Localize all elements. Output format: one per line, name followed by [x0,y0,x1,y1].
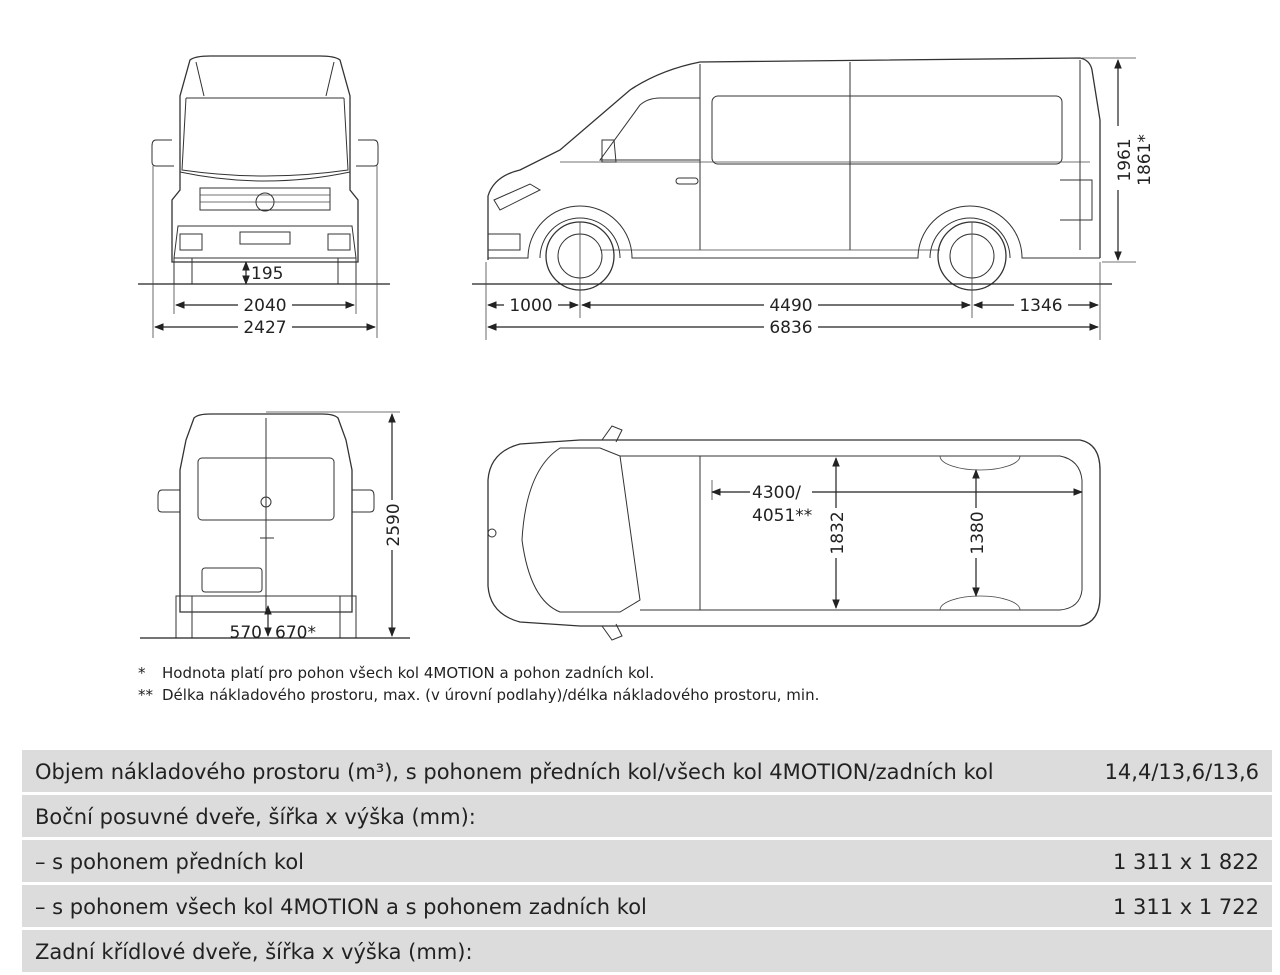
rear-view-drawing [158,414,374,638]
spec-row-label: Zadní křídlové dveře, šířka x výška (mm): [35,940,473,964]
dim-overall-length: 6836 [769,318,813,338]
top-view-drawing [488,426,1100,640]
dim-rear-step-b: 670* [275,623,316,643]
spec-row-value: 1 311 x 1 822 [1112,850,1259,874]
dim-height-a: 1961 [1115,138,1135,182]
dim-cargo-width: 1832 [828,511,848,555]
dim-rear-overhang: 1346 [1019,296,1063,316]
spec-row-label: Objem nákladového prostoru (m³), s pohonem předních kol/všech kol 4MOTION/zadních kol [35,760,994,784]
spec-row [22,750,1272,792]
spec-row [22,840,1272,882]
footnote-2: ** Délka nákladového prostoru, max. (v úrovní podlahy)/délka nákladového prostoru, min. [138,686,820,704]
dim-rear-step-a: 570 [229,623,262,643]
spec-row-value: 1 311 x 1 722 [1112,895,1259,919]
dim-overall-width: 2427 [243,318,287,338]
spec-table [22,750,1272,975]
dim-width-between-arches: 1380 [968,511,988,555]
dim-track-width: 2040 [243,296,287,316]
spec-row [22,795,1272,837]
footnote-1: * Hodnota platí pro pohon všech kol 4MOTION a pohon zadních kol. [138,664,655,682]
footnotes [138,662,819,706]
spec-row-label: – s pohonem všech kol 4MOTION a s pohonem zadních kol [35,895,647,919]
dim-front-overhang: 1000 [509,296,553,316]
dim-cargo-length-max: 4300/ [752,483,801,503]
dim-cargo-length-min: 4051** [752,506,813,526]
spec-row-label: – s pohonem předních kol [35,850,305,874]
dim-rear-height: 2590 [384,503,404,547]
spec-row [22,930,1272,972]
dim-height-b: 1861* [1135,134,1155,186]
front-view-drawing [152,56,378,284]
dim-ground-clearance: 195 [251,264,284,284]
spec-row [22,885,1272,927]
spec-row-value: 14,4/13,6/13,6 [1104,760,1259,784]
dim-wheelbase: 4490 [769,296,813,316]
spec-row-label: Boční posuvné dveře, šířka x výška (mm): [35,805,476,829]
